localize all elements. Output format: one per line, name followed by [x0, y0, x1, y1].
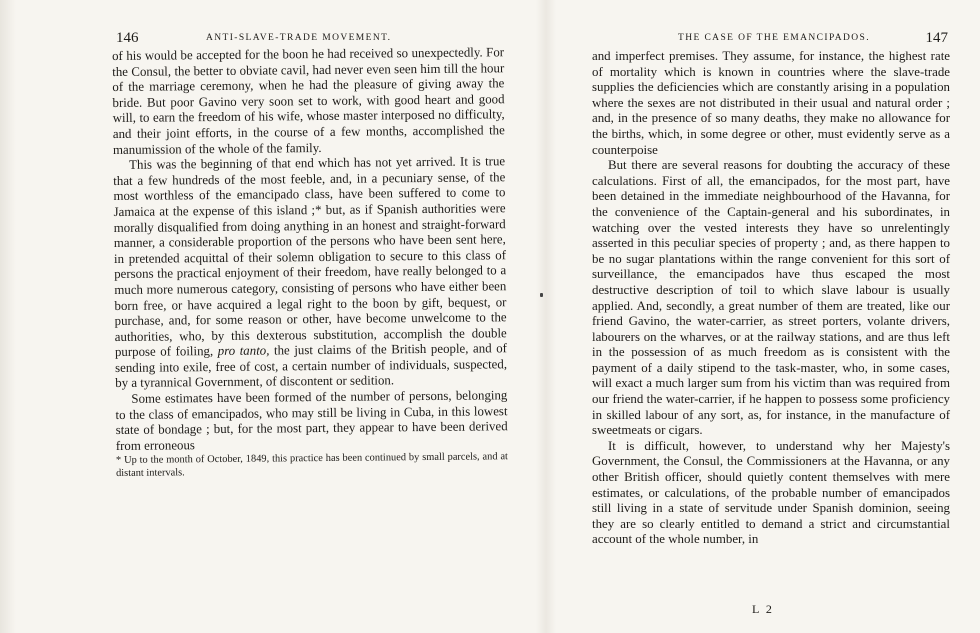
left-page: [112, 0, 508, 633]
book-gutter: [536, 0, 556, 633]
left-running-head: [112, 0, 504, 46]
left-paragraph-2: [113, 154, 507, 392]
page-edge: [0, 0, 16, 633]
right-paragraph-2: But there are several reasons for doubting the accuracy of these calculations. First of all, the emancipados, for the most part, have been detained in the immediate neighbourhood of the Havanna, for the convenience of the Captain-general and his subordinates, in watching over the vested interests they have so unrelentingly asserted in this peculiar species of property ; and, as there happen to be no sugar plantations within the range convenient for this sort of surveillance, the emancipados have thus escaped the most destructive description of toil to which slave labour is usually applied. And, secondly, a great number of them are treated, like our friend Gavino, the water-carrier, as street porters, volante drivers, labourers on the wharves, or at the railway stations, and are thus left in the possession of as much freedom as is consistent with the payment of a daily stipend to the task-master, who, in some cases, will exact a much larger sum from his victim than was required from our friend the water-carrier, if he happen to possess some proficiency in skilled labour of any sort, as, for instance, in the manufacture of sweetmeats or cigars.: [592, 158, 950, 438]
right-page: [592, 0, 950, 633]
left-paragraph-1: of his would be accepted for the boon he had received so unexpectedly. For the Consul, the better to obviate cavil, had never even seen him till the hour of the marriage ceremony, when he had the pleasure of giving away the bride. But poor Gavino very soon set to work, with good heart and good will, to earn the freedom of his wife, whose master interposed no difficulty, and their joint efforts, in the course of a few months, accomplished the manumission of the whole of the family.: [112, 45, 505, 157]
left-running-title: ANTI-SLAVE-TRADE MOVEMENT.: [206, 33, 392, 43]
left-footnote: * Up to the month of October, 1849, this practice has been continued by small parcels, and at distant intervals.: [115, 451, 508, 480]
right-running-title: THE CASE OF THE EMANCIPADOS.: [678, 33, 871, 43]
left-paragraph-2-italic: pro tanto,: [217, 343, 270, 359]
right-running-head: [592, 0, 950, 46]
signature-mark: L 2: [752, 602, 774, 616]
ink-speck: [540, 293, 543, 297]
right-paragraph-3: It is difficult, however, to understand why her Majesty's Government, the Consul, the Commissioners at the Havanna, or any other British officer, should quietly content themselves with mere estimates, or calculations, of the probable number of emancipados still living in a state of servitude under Spanish dominion, seeing they are so clearly entitled to demand a strict and circumstantial account of the whole number, in: [592, 438, 950, 547]
left-page-number: 146: [116, 30, 139, 46]
left-page-body: [112, 45, 508, 480]
left-paragraph-2-text-b: the just claims of the British people, and of sending into exile, free of cost, a certain number of individuals, suspected, by a tyrannical Government, of discontent or sedition.: [114, 341, 508, 391]
right-page-body: [592, 49, 950, 548]
right-page-number: 147: [925, 30, 948, 46]
left-paragraph-2-text-a: This was the beginning of that end which has not yet arrived. It is true that a few hundreds of the most feeble, and, in a pecuniary sense, of the most worthless of the emancipado class, have been suffered to come to Jamaica at the expense of this island ;* but, as if Spanish authorities were morally disqualified from doing anything in an honest and straight-forward manner, a considerable proportion of the persons who have been sent here, in pretended acquittal of their solemn obligation to secure to this class of persons the practical enjoyment of their freedom, have really belonged to a much more numerous category, consisting of persons who have either been born free, or have acquired a legal right to the boon by gift, bequest, or purchase, and, for some reason or other, have become unwelcome to the authorities, who, by this dexterous substitution, accomplish the double purpose of foiling,: [113, 154, 507, 360]
left-paragraph-3: Some estimates have been formed of the number of persons, belonging to the class of emancipados, who may still be living in Cuba, in this lowest state of bondage ; but, for the most part, they appear to have been derived from erroneous: [115, 388, 508, 453]
right-paragraph-1: and imperfect premises. They assume, for instance, the highest rate of mortality which is known in countries where the slave-trade supplies the deficiencies which are constantly arising in a population where the sexes are not distributed in their usual and natural order ; and, in the presence of so many deaths, they make no allowance for the births, which, in some degree or other, must evidently serve as a counterpoise: [592, 49, 950, 157]
